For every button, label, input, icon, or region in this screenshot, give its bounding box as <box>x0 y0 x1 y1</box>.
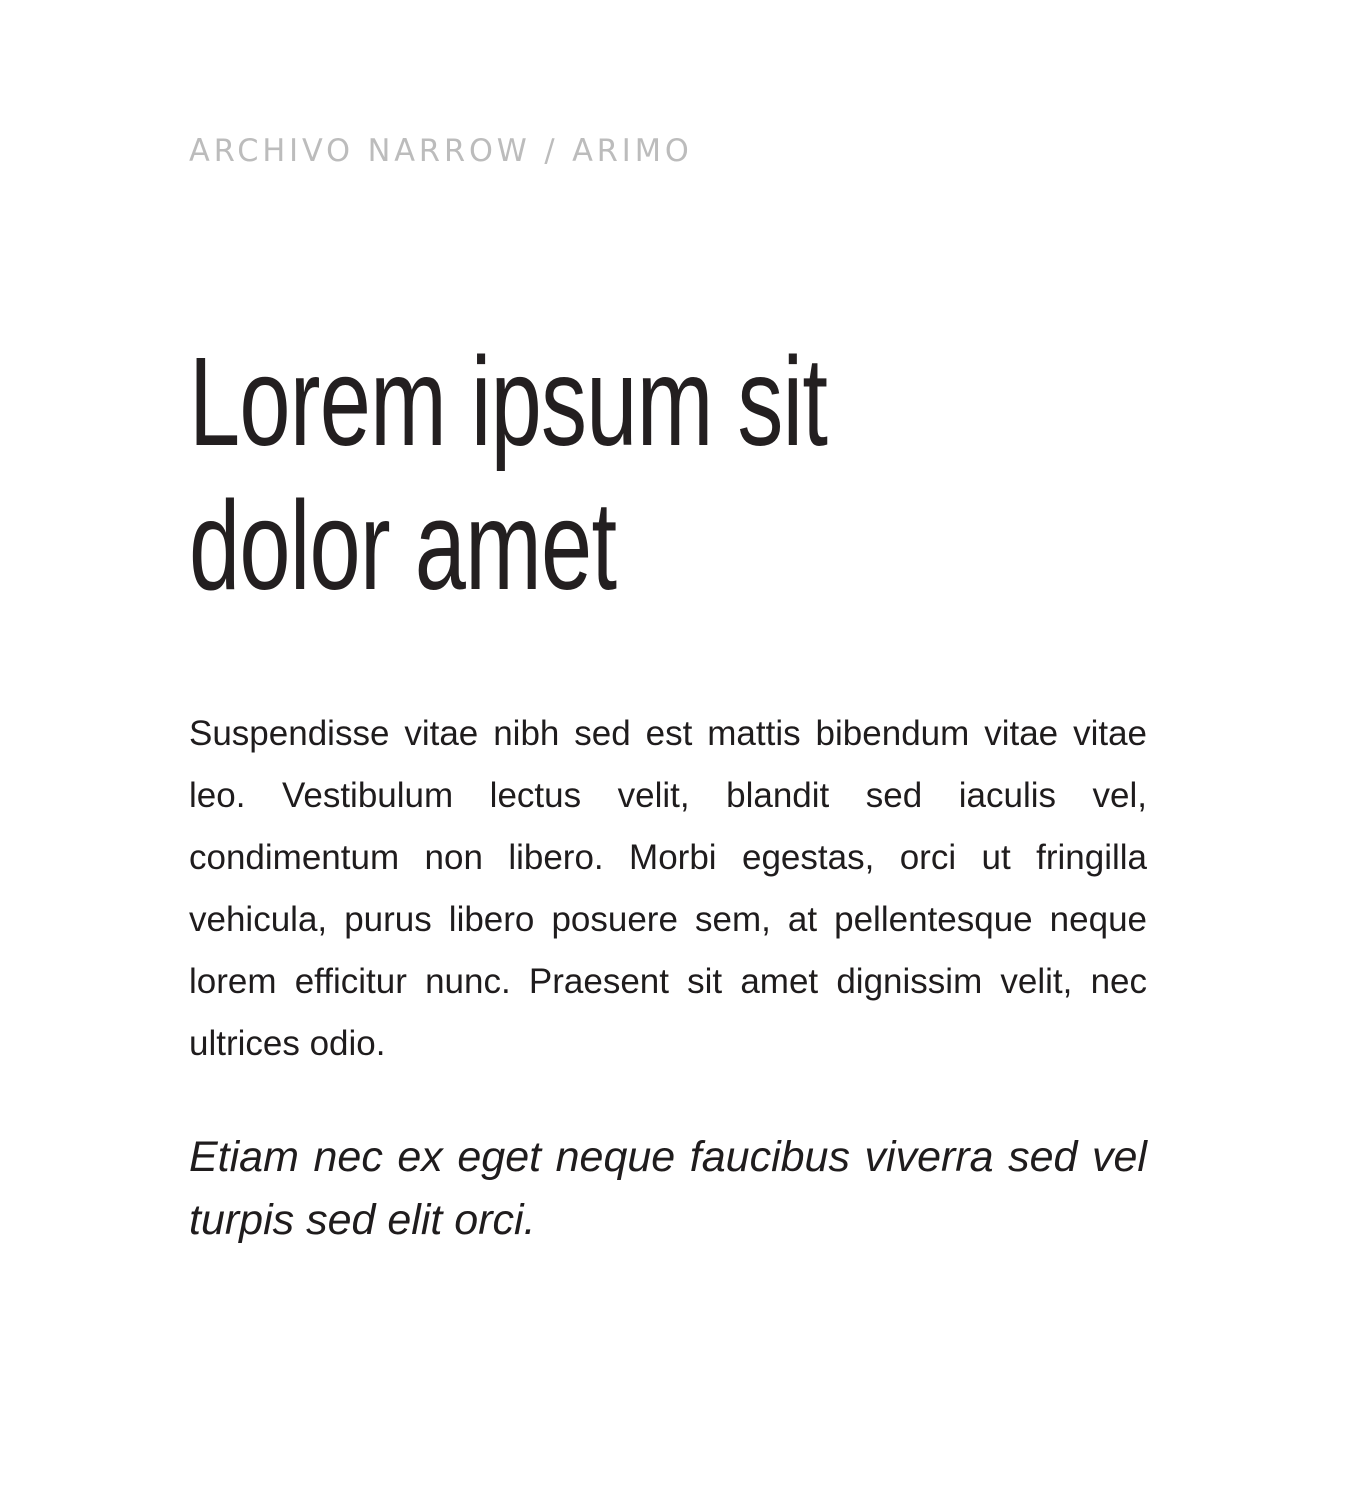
italic-paragraph: Etiam nec ex eget neque faucibus viverra sed vel turpis sed elit orci. <box>189 1133 1147 1244</box>
headline <box>189 330 1065 618</box>
headline-line-1: Lorem ipsum sit <box>189 331 828 472</box>
headline-line-2: dolor amet <box>189 475 617 616</box>
font-pairing-label: ARCHIVO NARROW / ARIMO <box>189 133 693 169</box>
body-paragraph: Suspendisse vitae nibh sed est mattis bibendum vitae vitae leo. Vestibulum lectus velit, blandit sed iaculis vel, condimentum non libero. Morbi egestas, orci ut fringilla vehicula, purus libero posuere sem, at pellentesque neque lorem efficitur nunc. Praesent sit amet dignissim velit, nec ultrices odio. <box>189 714 1147 1063</box>
